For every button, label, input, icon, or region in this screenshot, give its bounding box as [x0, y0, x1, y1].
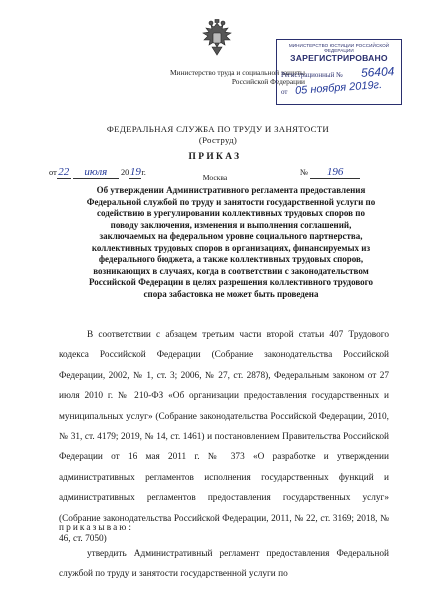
date-year-prefix: 20 [120, 168, 130, 177]
number-value: 196 [310, 166, 360, 179]
order-number [300, 166, 360, 179]
order-date [49, 166, 146, 179]
resolution-paragraph: утвердить Административный регламент предоставления Федеральной службой по труду и занятости государственной услуги по [59, 549, 389, 580]
order-word: приказываю: [59, 523, 134, 533]
document-type: ПРИКАЗ [188, 152, 242, 162]
registration-stamp [276, 39, 402, 105]
preamble-paragraph: В соответствии с абзацем третьим части второй статьи 407 Трудового кодекса Российской Федерации (Собрание законодательства Российской Федерации, 2002, № 1, ст. 3; 2006, № 27, ст. 2878), Федеральным законом от 27 июля 2010 г. № 210-ФЗ «Об организации предоставления государственных и муниципальных услуг» (Собрание законодательства Российской Федерации, 2010, № 31, ст. 4179; 2019, № 14, ст. 1461) и постановлением Правительства Российской Федерации от 16 мая 2011 г. № 373 «О разработке и утверждении административных регламентов исполнения государственных функций и административных регламентов предоставления государственных услуг» (Собрание законодательства Российской Федерации, 2011, № 22, ст. 3169; 2018, № 46, ст. 7050) [59, 330, 389, 545]
date-year-end: г. [141, 168, 146, 177]
ministry-line-2: Российской Федерации [231, 77, 305, 86]
date-year-suffix: 19 [129, 166, 141, 178]
city: Москва [202, 173, 228, 182]
stamp-registration-label: Регистрационный № [281, 71, 343, 79]
service-short-name: (Роструд) [198, 135, 238, 145]
stamp-date: 05 ноября 2019г. [294, 78, 383, 98]
service-title [100, 124, 336, 146]
stamp-title: ЗАРЕГИСТРИРОВАНО [290, 53, 388, 63]
date-prefix: от [49, 168, 57, 177]
coat-of-arms-emblem [199, 19, 235, 61]
order-heading: Об утверждении Административного регламента предоставления Федеральной службой по труду и занятости государственной услуги по содействию в урегулировании коллективных трудовых споров по поводу заключения, изменения и выполнения соглашений, заключаемых на федеральном уровне социального партнерства, коллективных трудовых споров в организациях, финансируемых из федерального бюджета, а также коллективных трудовых споров, возникающих в случаях, когда в соответствии с законодательством Российской Федерации в целях разрешения коллективного трудового спора забастовка не может быть проведена [86, 185, 376, 299]
stamp-date-prefix: от [281, 88, 288, 96]
stamp-registration-number: 56404 [360, 64, 395, 80]
ministry-line-1: Министерство труда и социальной защиты [169, 68, 305, 77]
stamp-organization: МИНИСТЕРСТВО ЮСТИЦИИ РОССИЙСКОЙ ФЕДЕРАЦИИ [288, 43, 390, 53]
service-name: ФЕДЕРАЛЬНАЯ СЛУЖБА ПО ТРУДУ И ЗАНЯТОСТИ [106, 124, 330, 134]
number-prefix: № [300, 168, 308, 177]
date-day: 22 [58, 166, 70, 178]
date-month: июля [73, 166, 119, 179]
